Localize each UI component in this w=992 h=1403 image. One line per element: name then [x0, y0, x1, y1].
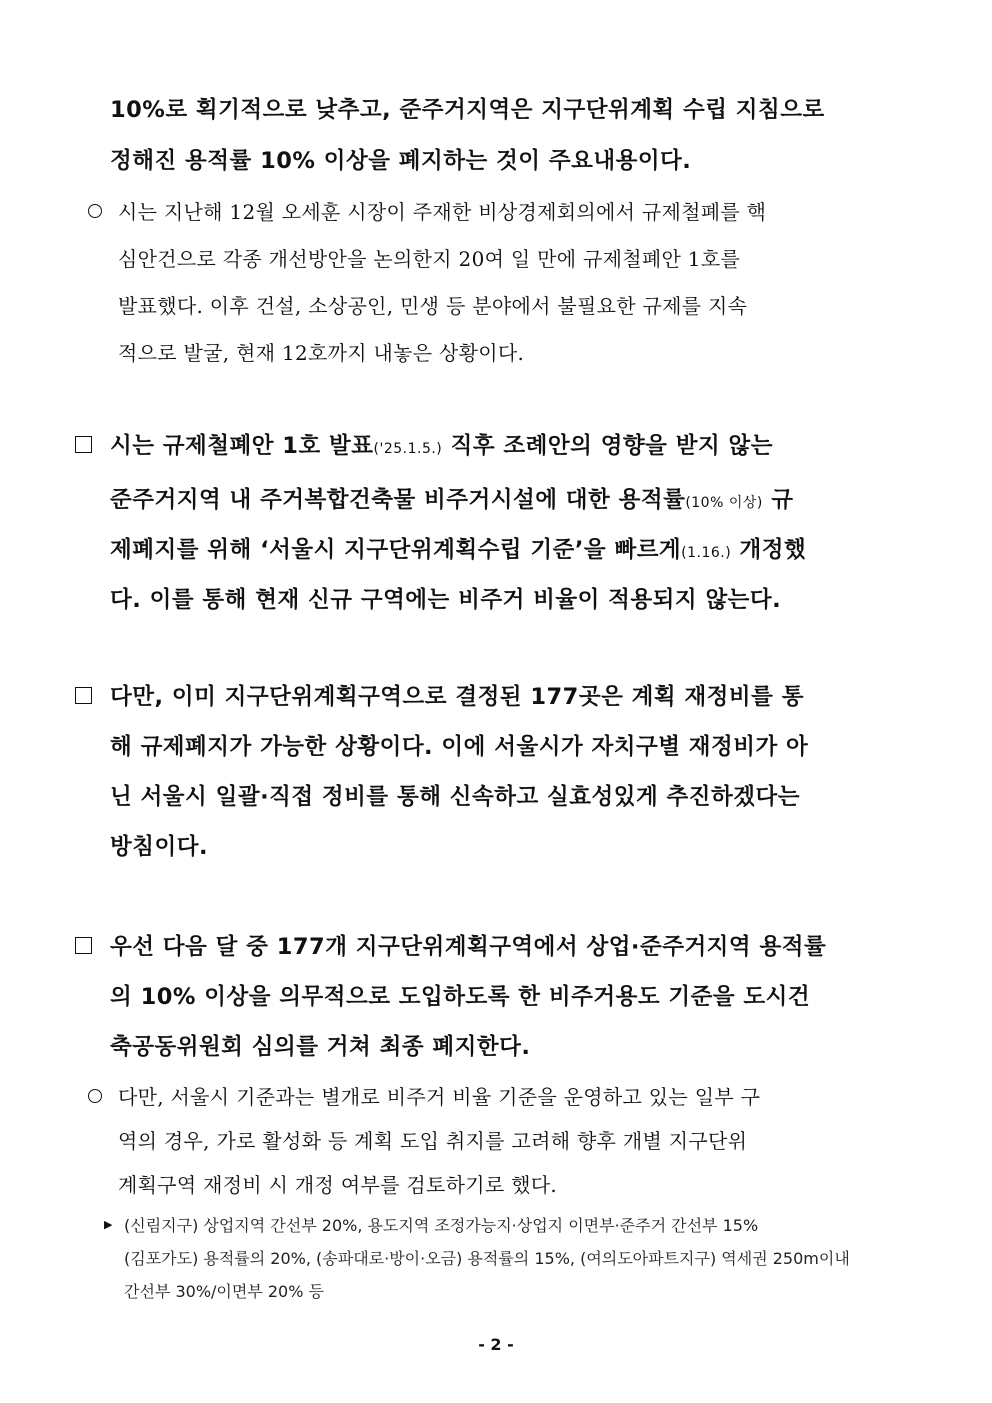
section-text: 개정했 — [731, 537, 807, 563]
section-text: 준주거지역 내 주거복합건축물 비주거시설에 대한 용적률 — [110, 487, 686, 513]
sub-item-line: 시는 지난해 12월 오세훈 시장이 주재한 비상경제회의에서 규제철폐를 핵 — [118, 200, 767, 224]
page-number: - 2 - — [478, 1335, 514, 1354]
triangle-bullet-icon: ▶ — [104, 1218, 113, 1231]
section-line: 해 규제폐지가 가능한 상황이다. 이에 서울시가 자치구별 재정비가 아 — [110, 734, 809, 760]
ratio-note: (10% 이상) — [685, 495, 763, 511]
circle-bullet-icon — [88, 203, 102, 222]
section-line: 방침이다. — [110, 834, 208, 860]
section-line: 의 10% 이상을 의무적으로 도입하도록 한 비주거용도 기준을 도시건 — [110, 984, 811, 1010]
section-line: 우선 다음 달 중 177개 지구단위계획구역에서 상업·준주거지역 용적률 — [110, 934, 827, 960]
date-note: (1.16.) — [681, 545, 732, 561]
sub-item-line: 발표했다. 이후 건설, 소상공인, 민생 등 분야에서 불필요한 규제를 지속 — [118, 294, 748, 318]
square-bullet-icon — [75, 687, 92, 708]
section-line — [110, 532, 806, 564]
paragraph-line: 10%로 획기적으로 낮추고, 준주거지역은 지구단위계획 수립 지침으로 — [110, 97, 825, 123]
section-text: 제폐지를 위해 ‘서울시 지구단위계획수립 기준’을 빠르게 — [110, 537, 682, 563]
section-text: 규 — [762, 487, 794, 513]
paragraph-line: 정해진 용적률 10% 이상을 폐지하는 것이 주요내용이다. — [110, 148, 692, 174]
section-line: 다. 이를 통해 현재 신규 구역에는 비주거 비율이 적용되지 않는다. — [110, 587, 782, 613]
note-line: (김포가도) 용적률의 20%, (송파대로·방이·오금) 용적률의 15%, (여의도아파트지구) 역세권 250m이내 — [124, 1249, 850, 1268]
circle-bullet-icon — [88, 1088, 102, 1107]
section-text: 시는 규제철폐안 1호 발표 — [110, 433, 374, 459]
sub-item-line: 다만, 서울시 기준과는 별개로 비주거 비율 기준을 운영하고 있는 일부 구 — [118, 1085, 761, 1109]
sub-item-line: 역의 경우, 가로 활성화 등 계획 도입 취지를 고려해 향후 개별 지구단위 — [118, 1129, 748, 1153]
section-text: 직후 조례안의 영향을 받지 않는 — [442, 433, 774, 459]
section-line: 닌 서울시 일괄·직접 정비를 통해 신속하고 실효성있게 추진하겠다는 — [110, 784, 800, 810]
sub-item-line: 적으로 발굴, 현재 12호까지 내놓은 상황이다. — [118, 341, 525, 365]
section-line: 다만, 이미 지구단위계획구역으로 결정된 177곳은 계획 재정비를 통 — [110, 684, 804, 710]
section-line — [110, 482, 793, 514]
sub-item-line: 계획구역 재정비 시 개정 여부를 검토하기로 했다. — [118, 1173, 558, 1197]
note-line: (신림지구) 상업지역 간선부 20%, 용도지역 조정가능지·상업지 이면부·준주거 간선부 15% — [124, 1216, 759, 1235]
square-bullet-icon — [75, 436, 92, 457]
date-note: ('25.1.5.) — [373, 441, 443, 457]
section-line — [110, 428, 773, 460]
section-line: 축공동위원회 심의를 거쳐 최종 폐지한다. — [110, 1034, 531, 1060]
sub-item-line: 심안건으로 각종 개선방안을 논의한지 20여 일 만에 규제철폐안 1호를 — [118, 247, 741, 271]
note-line: 간선부 30%/이면부 20% 등 — [124, 1282, 324, 1301]
square-bullet-icon — [75, 937, 92, 958]
